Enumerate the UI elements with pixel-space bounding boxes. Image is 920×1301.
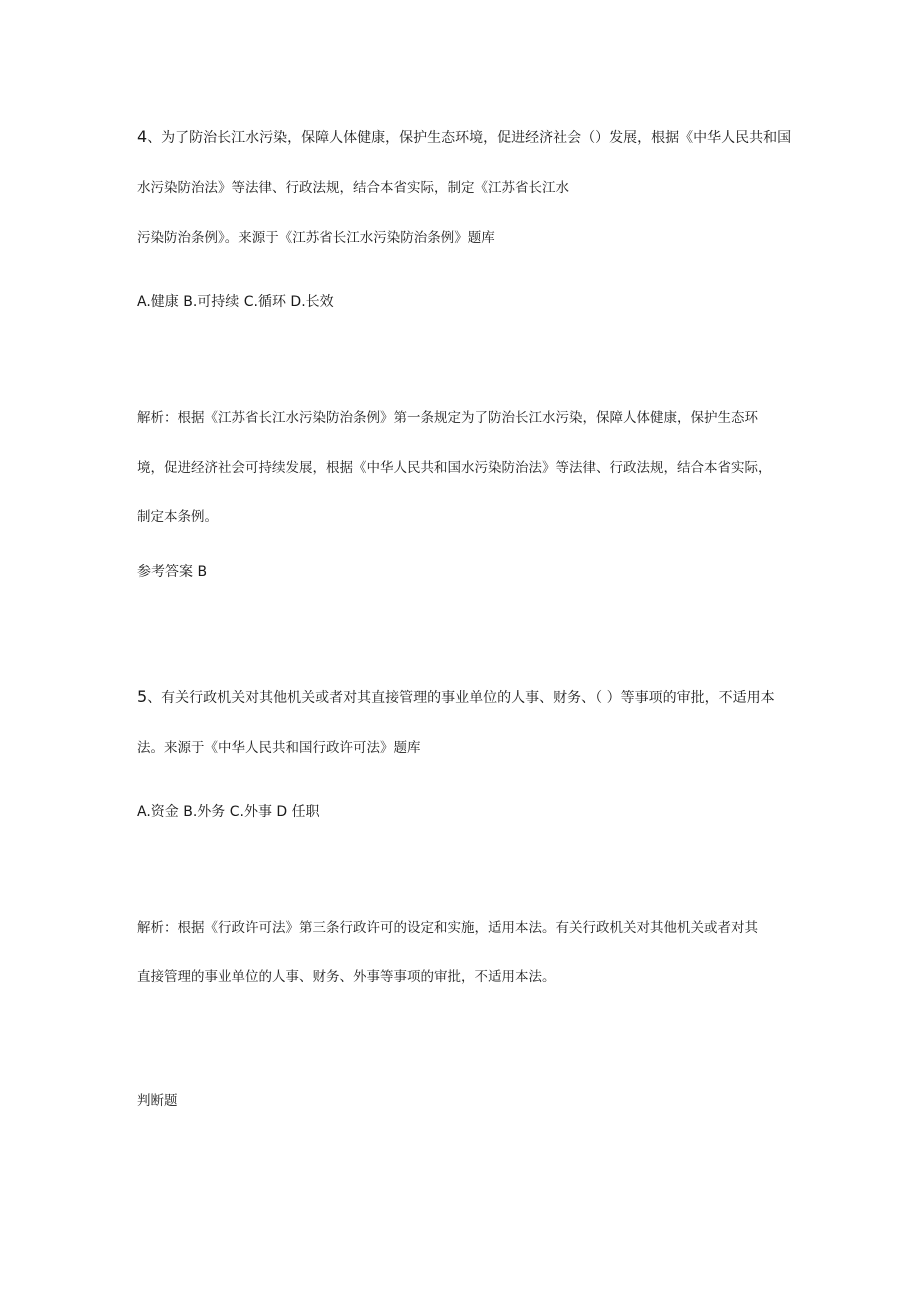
section-heading-true-false: 判断题 (137, 1093, 178, 1109)
q5-question-line-2: 法。来源于《中华人民共和国行政许可法》题库 (137, 740, 421, 756)
q5-analysis-line-1: 解析：根据《行政许可法》第三条行政许可的设定和实施，适用本法。有关行政机关对其他机关或者对其 (137, 920, 758, 936)
q4-question-line-3: 污染防治条例》。来源于《江苏省长江水污染防治条例》题库 (137, 230, 495, 246)
q4-analysis-line-2: 境，促进经济社会可持续发展，根据《中华人民共和国水污染防治法》等法律、行政法规，结合本省实际， (137, 460, 772, 476)
q5-question-text-1: 、有关行政机关对其他机关或者对其直接管理的事业单位的人事、财务、（ ）等事项的审批，不适用本 (147, 690, 775, 706)
q4-question-line-2: 水污染防治法》等法律、行政法规，结合本省实际，制定《江苏省长江水 (137, 180, 569, 196)
q4-analysis-line-3: 制定本条例。 (137, 509, 218, 525)
q5-number: 5 (137, 687, 148, 706)
q5-options: A.资金 B.外务 C.外事 D 任职 (137, 804, 320, 820)
q4-options: A.健康 B.可持续 C.循环 D.长效 (137, 294, 334, 310)
q5-analysis-line-2: 直接管理的事业单位的人事、财务、外事等事项的审批，不适用本法。 (137, 969, 556, 985)
q4-question-text-1: 、为了防治长江水污染，保障人体健康，保护生态环境，促进经济社会（）发展，根据《中华人民共和国 (147, 130, 792, 146)
q4-number: 4 (137, 127, 148, 146)
q4-question-line-1 (137, 127, 791, 148)
q4-analysis-line-1: 解析：根据《江苏省长江水污染防治条例》第一条规定为了防治长江水污染，保障人体健康，保护生态环 (137, 410, 758, 426)
q5-question-line-1 (137, 687, 775, 708)
q4-answer: 参考答案 B (137, 564, 208, 580)
